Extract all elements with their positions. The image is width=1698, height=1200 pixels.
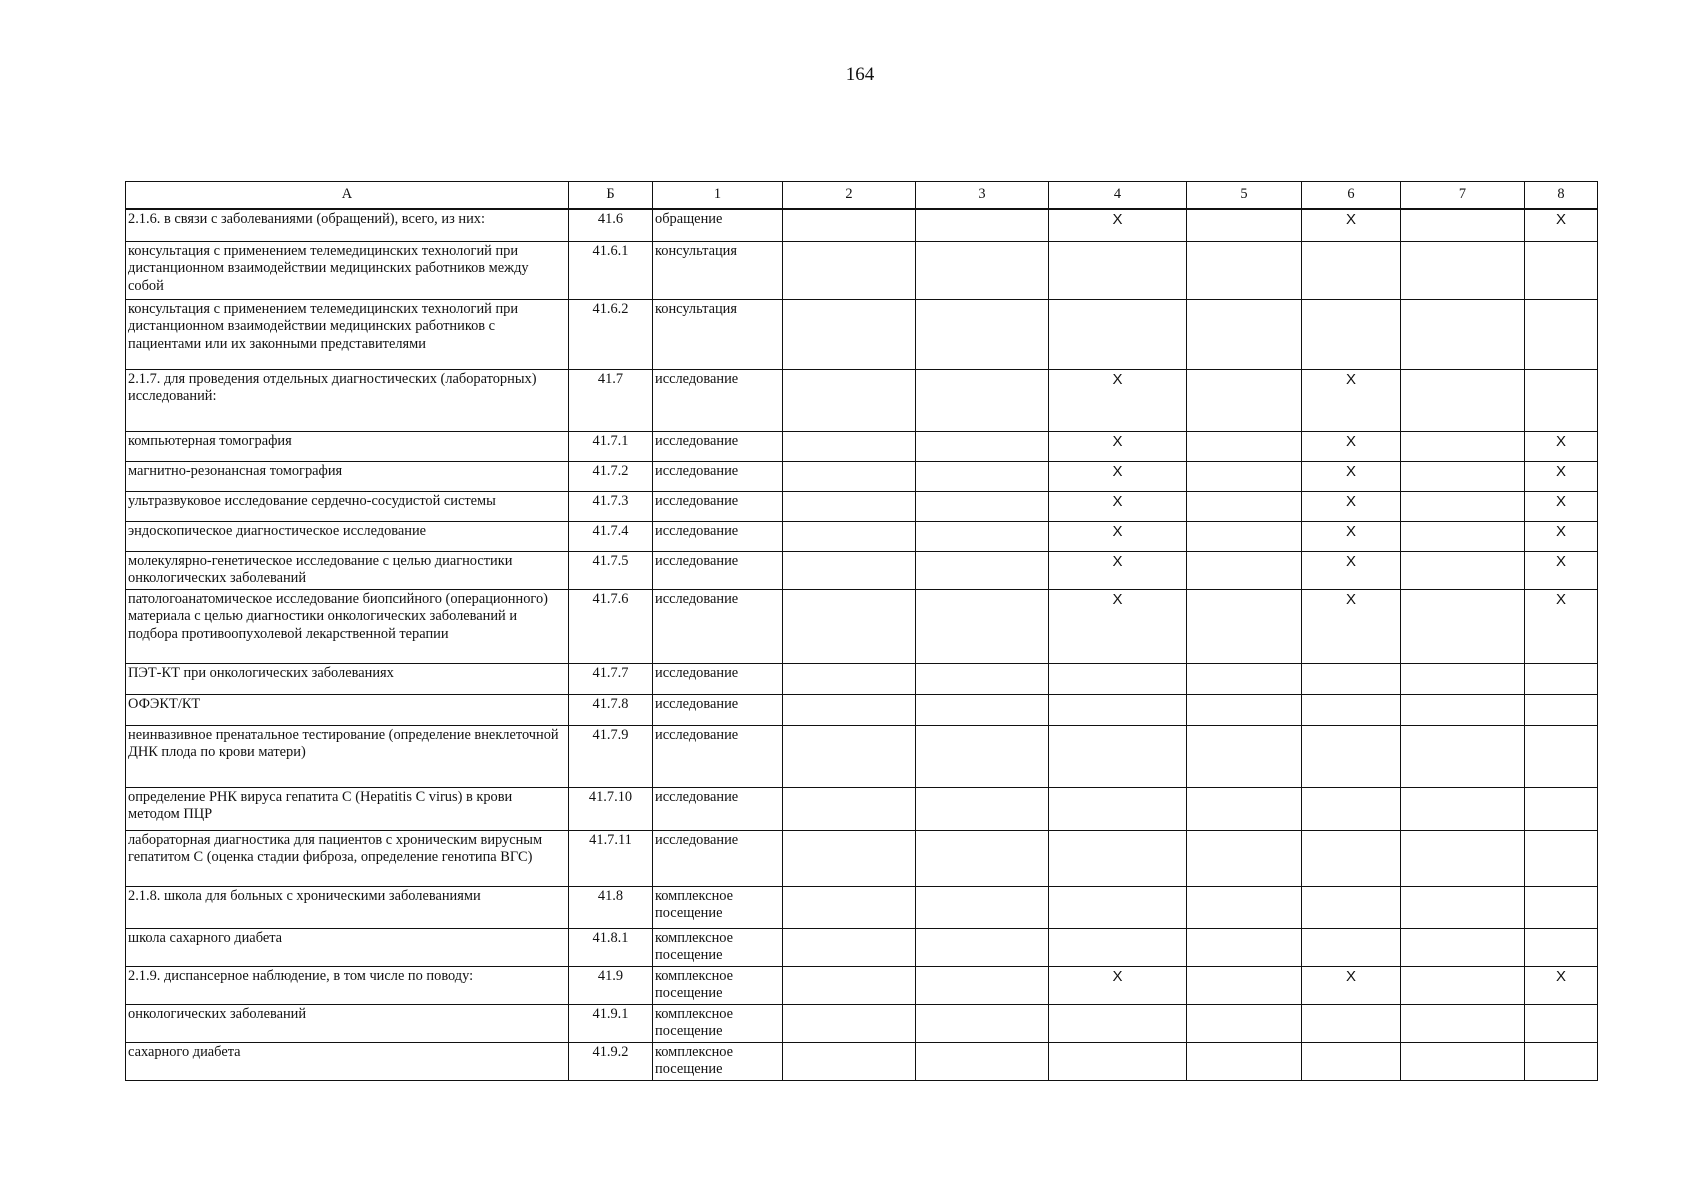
mark-cell: [916, 241, 1049, 299]
table-row: [126, 663, 1598, 694]
row-name-cell: патологоанатомическое исследование биопсийного (операционного) материала с целью диагностики онкологических заболеваний и подбора противоопухолевой лекарственной терапии: [126, 589, 569, 663]
row-code-cell: 41.7.1: [569, 431, 653, 461]
mark-cell: X: [1302, 521, 1401, 551]
mark-cell: [783, 431, 916, 461]
table-row: [126, 966, 1598, 1004]
mark-cell: X: [1302, 966, 1401, 1004]
mark-cell: [1525, 725, 1598, 787]
mark-cell: [1049, 694, 1187, 725]
mark-cell: [1187, 966, 1302, 1004]
mark-cell: [783, 299, 916, 369]
mark-cell: [1401, 787, 1525, 830]
mark-cell: X: [1302, 491, 1401, 521]
mark-cell: [1525, 830, 1598, 886]
mark-cell: [1401, 966, 1525, 1004]
mark-cell: [1525, 369, 1598, 431]
table-row: [126, 787, 1598, 830]
mark-cell: [916, 521, 1049, 551]
row-code-cell: 41.7.5: [569, 551, 653, 589]
mark-cell: [783, 369, 916, 431]
mark-cell: [1049, 1004, 1187, 1042]
mark-cell: [1525, 1042, 1598, 1080]
mark-cell: [1187, 589, 1302, 663]
mark-cell: [1401, 241, 1525, 299]
row-name-cell: определение РНК вируса гепатита С (Hepatitis C virus) в крови методом ПЦР: [126, 787, 569, 830]
row-unit-cell: исследование: [653, 461, 783, 491]
mark-cell: [1401, 928, 1525, 966]
row-code-cell: 41.8.1: [569, 928, 653, 966]
mark-cell: [916, 886, 1049, 928]
row-name-cell: неинвазивное пренатальное тестирование (определение внеклеточной ДНК плода по крови матери): [126, 725, 569, 787]
table-row: [126, 209, 1598, 241]
row-name-cell: ПЭТ-КТ при онкологических заболеваниях: [126, 663, 569, 694]
table-row: [126, 589, 1598, 663]
mark-cell: X: [1302, 209, 1401, 241]
row-name-cell: консультация с применением телемедицинских технологий при дистанционном взаимодействии медицинских работников между собой: [126, 241, 569, 299]
mark-cell: [1302, 663, 1401, 694]
column-header: 1: [653, 182, 783, 210]
row-name-cell: эндоскопическое диагностическое исследование: [126, 521, 569, 551]
mark-cell: [1187, 491, 1302, 521]
row-unit-cell: исследование: [653, 663, 783, 694]
row-name-cell: 2.1.7. для проведения отдельных диагностических (лабораторных) исследований:: [126, 369, 569, 431]
mark-cell: [1525, 1004, 1598, 1042]
table-row: [126, 886, 1598, 928]
table-row: [126, 491, 1598, 521]
row-code-cell: 41.7.10: [569, 787, 653, 830]
row-code-cell: 41.6: [569, 209, 653, 241]
row-code-cell: 41.7.6: [569, 589, 653, 663]
row-code-cell: 41.7.7: [569, 663, 653, 694]
header-row: [126, 182, 1598, 210]
mark-cell: [1187, 521, 1302, 551]
mark-cell: [1187, 928, 1302, 966]
mark-cell: [1401, 589, 1525, 663]
mark-cell: [916, 928, 1049, 966]
mark-cell: X: [1525, 521, 1598, 551]
mark-cell: X: [1049, 491, 1187, 521]
mark-cell: [1401, 725, 1525, 787]
mark-cell: [916, 694, 1049, 725]
row-unit-cell: исследование: [653, 694, 783, 725]
mark-cell: X: [1302, 461, 1401, 491]
mark-cell: [1302, 241, 1401, 299]
mark-cell: [783, 928, 916, 966]
row-unit-cell: комплексное посещение: [653, 1004, 783, 1042]
row-code-cell: 41.9.2: [569, 1042, 653, 1080]
mark-cell: X: [1525, 461, 1598, 491]
mark-cell: [1049, 1042, 1187, 1080]
mark-cell: [916, 431, 1049, 461]
mark-cell: X: [1525, 491, 1598, 521]
row-code-cell: 41.7: [569, 369, 653, 431]
row-unit-cell: исследование: [653, 787, 783, 830]
table-row: [126, 928, 1598, 966]
mark-cell: X: [1049, 966, 1187, 1004]
mark-cell: [1187, 241, 1302, 299]
mark-cell: [1525, 241, 1598, 299]
row-unit-cell: исследование: [653, 521, 783, 551]
table-row: [126, 369, 1598, 431]
mark-cell: [783, 209, 916, 241]
mark-cell: [1049, 830, 1187, 886]
mark-cell: [1525, 886, 1598, 928]
table-row: [126, 461, 1598, 491]
table-row: [126, 299, 1598, 369]
mark-cell: [1187, 725, 1302, 787]
row-unit-cell: исследование: [653, 551, 783, 589]
mark-cell: [783, 241, 916, 299]
mark-cell: [1401, 521, 1525, 551]
row-unit-cell: комплексное посещение: [653, 928, 783, 966]
mark-cell: [916, 491, 1049, 521]
column-header: Б: [569, 182, 653, 210]
mark-cell: [1401, 1004, 1525, 1042]
mark-cell: [916, 551, 1049, 589]
mark-cell: X: [1525, 209, 1598, 241]
mark-cell: [1187, 1042, 1302, 1080]
mark-cell: [1187, 694, 1302, 725]
row-name-cell: сахарного диабета: [126, 1042, 569, 1080]
row-code-cell: 41.7.4: [569, 521, 653, 551]
row-unit-cell: комплексное посещение: [653, 966, 783, 1004]
mark-cell: [783, 787, 916, 830]
mark-cell: X: [1525, 589, 1598, 663]
row-name-cell: онкологических заболеваний: [126, 1004, 569, 1042]
mark-cell: [1302, 1004, 1401, 1042]
mark-cell: [1401, 663, 1525, 694]
row-code-cell: 41.7.2: [569, 461, 653, 491]
row-name-cell: ОФЭКТ/КТ: [126, 694, 569, 725]
row-name-cell: ультразвуковое исследование сердечно-сосудистой системы: [126, 491, 569, 521]
row-unit-cell: исследование: [653, 589, 783, 663]
mark-cell: [1302, 299, 1401, 369]
table-row: [126, 241, 1598, 299]
row-name-cell: компьютерная томография: [126, 431, 569, 461]
mark-cell: [1187, 886, 1302, 928]
row-code-cell: 41.7.9: [569, 725, 653, 787]
mark-cell: [1401, 461, 1525, 491]
mark-cell: [1187, 369, 1302, 431]
mark-cell: [783, 663, 916, 694]
mark-cell: [1049, 725, 1187, 787]
mark-cell: [1401, 886, 1525, 928]
row-unit-cell: исследование: [653, 725, 783, 787]
mark-cell: [1302, 725, 1401, 787]
mark-cell: [1401, 830, 1525, 886]
table-row: [126, 551, 1598, 589]
mark-cell: [916, 966, 1049, 1004]
mark-cell: [783, 830, 916, 886]
mark-cell: [1401, 1042, 1525, 1080]
mark-cell: [916, 1004, 1049, 1042]
row-code-cell: 41.6.1: [569, 241, 653, 299]
column-header: 8: [1525, 182, 1598, 210]
table-row: [126, 521, 1598, 551]
row-name-cell: магнитно-резонансная томография: [126, 461, 569, 491]
row-code-cell: 41.7.3: [569, 491, 653, 521]
mark-cell: [1049, 663, 1187, 694]
mark-cell: [1049, 241, 1187, 299]
mark-cell: [1049, 928, 1187, 966]
table-row: [126, 725, 1598, 787]
mark-cell: [1187, 787, 1302, 830]
row-unit-cell: комплексное посещение: [653, 886, 783, 928]
mark-cell: X: [1049, 551, 1187, 589]
row-name-cell: школа сахарного диабета: [126, 928, 569, 966]
mark-cell: X: [1525, 966, 1598, 1004]
column-header: 2: [783, 182, 916, 210]
mark-cell: [1187, 663, 1302, 694]
row-code-cell: 41.9: [569, 966, 653, 1004]
row-name-cell: 2.1.6. в связи с заболеваниями (обращений), всего, из них:: [126, 209, 569, 241]
page-number: 164: [845, 64, 875, 85]
row-name-cell: консультация с применением телемедицинских технологий при дистанционном взаимодействии медицинских работников с пациентами или их законными представителями: [126, 299, 569, 369]
mark-cell: [1525, 299, 1598, 369]
mark-cell: [1302, 787, 1401, 830]
mark-cell: X: [1049, 461, 1187, 491]
mark-cell: [1302, 1042, 1401, 1080]
table-row: [126, 830, 1598, 886]
mark-cell: [916, 725, 1049, 787]
mark-cell: [783, 461, 916, 491]
row-unit-cell: исследование: [653, 431, 783, 461]
mark-cell: [916, 663, 1049, 694]
column-header: 4: [1049, 182, 1187, 210]
mark-cell: X: [1525, 431, 1598, 461]
mark-cell: [783, 521, 916, 551]
data-table: [125, 181, 1598, 1081]
row-unit-cell: исследование: [653, 830, 783, 886]
mark-cell: [783, 966, 916, 1004]
mark-cell: [783, 491, 916, 521]
mark-cell: [916, 299, 1049, 369]
mark-cell: [1187, 431, 1302, 461]
mark-cell: [1525, 663, 1598, 694]
mark-cell: [1049, 787, 1187, 830]
mark-cell: [1525, 694, 1598, 725]
mark-cell: [783, 1004, 916, 1042]
column-header: А: [126, 182, 569, 210]
mark-cell: [916, 589, 1049, 663]
mark-cell: X: [1049, 521, 1187, 551]
table-row: [126, 431, 1598, 461]
row-unit-cell: комплексное посещение: [653, 1042, 783, 1080]
mark-cell: [916, 209, 1049, 241]
column-header: 5: [1187, 182, 1302, 210]
row-code-cell: 41.8: [569, 886, 653, 928]
mark-cell: [1049, 886, 1187, 928]
mark-cell: [916, 1042, 1049, 1080]
row-unit-cell: исследование: [653, 369, 783, 431]
mark-cell: [1187, 299, 1302, 369]
mark-cell: [1525, 787, 1598, 830]
mark-cell: [1401, 491, 1525, 521]
mark-cell: [1401, 209, 1525, 241]
mark-cell: [916, 830, 1049, 886]
mark-cell: [783, 1042, 916, 1080]
mark-cell: X: [1049, 431, 1187, 461]
column-header: 3: [916, 182, 1049, 210]
mark-cell: [1187, 551, 1302, 589]
row-code-cell: 41.7.8: [569, 694, 653, 725]
mark-cell: [783, 886, 916, 928]
row-unit-cell: консультация: [653, 299, 783, 369]
column-header: 6: [1302, 182, 1401, 210]
mark-cell: [1401, 299, 1525, 369]
table-body: [126, 209, 1598, 1080]
table-row: [126, 1042, 1598, 1080]
mark-cell: [1302, 830, 1401, 886]
row-unit-cell: обращение: [653, 209, 783, 241]
mark-cell: [916, 369, 1049, 431]
mark-cell: [1187, 209, 1302, 241]
mark-cell: [916, 461, 1049, 491]
mark-cell: [1401, 431, 1525, 461]
mark-cell: [1302, 694, 1401, 725]
mark-cell: X: [1302, 431, 1401, 461]
mark-cell: [1525, 928, 1598, 966]
row-name-cell: 2.1.9. диспансерное наблюдение, в том числе по поводу:: [126, 966, 569, 1004]
row-unit-cell: консультация: [653, 241, 783, 299]
mark-cell: X: [1049, 209, 1187, 241]
row-code-cell: 41.6.2: [569, 299, 653, 369]
mark-cell: [1187, 830, 1302, 886]
mark-cell: [1401, 694, 1525, 725]
mark-cell: X: [1049, 369, 1187, 431]
mark-cell: [783, 694, 916, 725]
mark-cell: [1187, 1004, 1302, 1042]
mark-cell: [783, 725, 916, 787]
mark-cell: [916, 787, 1049, 830]
column-header: 7: [1401, 182, 1525, 210]
mark-cell: X: [1302, 589, 1401, 663]
row-name-cell: лабораторная диагностика для пациентов с хроническим вирусным гепатитом С (оценка стадии фиброза, определение генотипа ВГС): [126, 830, 569, 886]
row-code-cell: 41.9.1: [569, 1004, 653, 1042]
mark-cell: X: [1302, 551, 1401, 589]
mark-cell: [783, 551, 916, 589]
mark-cell: [1187, 461, 1302, 491]
mark-cell: X: [1049, 589, 1187, 663]
mark-cell: [1401, 551, 1525, 589]
row-code-cell: 41.7.11: [569, 830, 653, 886]
mark-cell: X: [1525, 551, 1598, 589]
mark-cell: [1401, 369, 1525, 431]
mark-cell: [1302, 928, 1401, 966]
mark-cell: [1302, 886, 1401, 928]
table-row: [126, 1004, 1598, 1042]
row-name-cell: молекулярно-генетическое исследование с целью диагностики онкологических заболеваний: [126, 551, 569, 589]
mark-cell: [783, 589, 916, 663]
mark-cell: X: [1302, 369, 1401, 431]
mark-cell: [1049, 299, 1187, 369]
row-unit-cell: исследование: [653, 491, 783, 521]
row-name-cell: 2.1.8. школа для больных с хроническими заболеваниями: [126, 886, 569, 928]
table-row: [126, 694, 1598, 725]
